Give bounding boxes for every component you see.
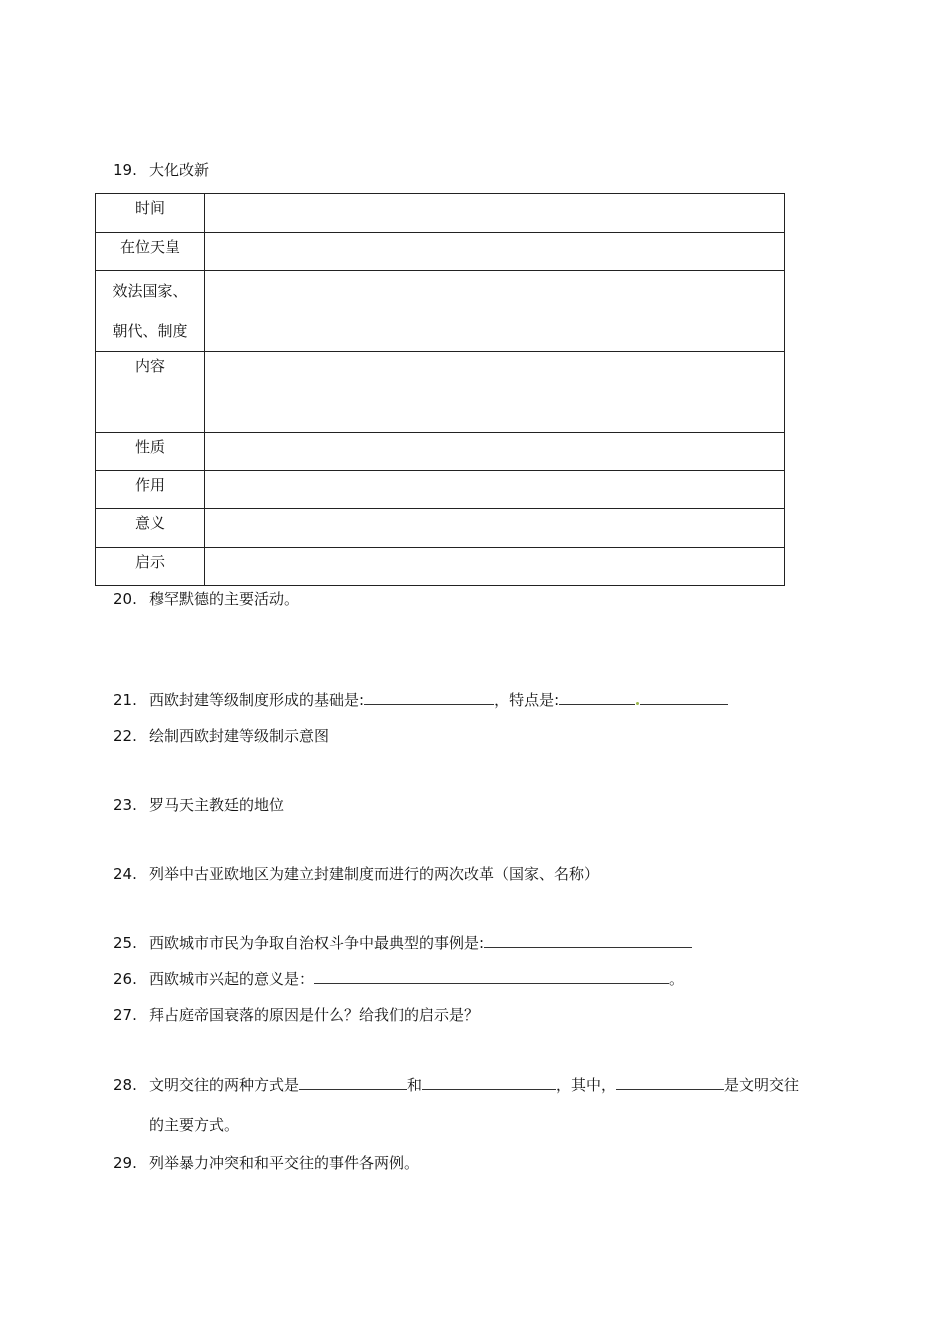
- question-text: 拜占庭帝国衰落的原因是什么？给我们的启示是？: [149, 1006, 480, 1024]
- answer-blank[interactable]: [364, 690, 494, 705]
- table-row: [96, 271, 785, 352]
- answer-blank[interactable]: [314, 969, 669, 984]
- dot-mark: [636, 702, 639, 705]
- question-text: 。: [669, 970, 685, 988]
- question-28-line2: [149, 1115, 239, 1135]
- answer-cell[interactable]: [205, 471, 785, 509]
- question-text: 列举中古亚欧地区为建立封建制度而进行的两次改革（国家、名称）: [149, 865, 600, 883]
- question-number: 23.: [113, 796, 137, 814]
- question-28: [113, 1075, 799, 1095]
- question-number: 19.: [113, 161, 137, 179]
- table-row: [96, 433, 785, 471]
- question-text: 西欧封建等级制度形成的基础是:: [149, 691, 365, 709]
- answer-cell[interactable]: [205, 352, 785, 433]
- question-20: [113, 589, 299, 609]
- answer-blank[interactable]: [299, 1075, 407, 1090]
- answer-cell[interactable]: [205, 194, 785, 233]
- dahua-reform-table: [95, 193, 785, 586]
- answer-blank[interactable]: [559, 690, 635, 705]
- answer-cell[interactable]: [205, 233, 785, 271]
- row-label-line: 朝代、制度: [112, 322, 188, 340]
- row-label: 内容: [96, 352, 205, 433]
- question-21: [113, 690, 728, 710]
- row-label: 作用: [96, 471, 205, 509]
- answer-blank[interactable]: [484, 933, 692, 948]
- answer-blank[interactable]: [640, 690, 728, 705]
- answer-cell[interactable]: [205, 509, 785, 548]
- question-25: [113, 933, 692, 953]
- row-label: 启示: [96, 548, 205, 586]
- table-row: [96, 352, 785, 433]
- question-number: 25.: [113, 934, 137, 952]
- question-23: [113, 795, 284, 815]
- question-24: [113, 864, 599, 884]
- question-number: 27.: [113, 1006, 137, 1024]
- row-label-line: 效法国家、: [112, 282, 188, 300]
- question-text: 绘制西欧封建等级制示意图: [149, 727, 330, 745]
- question-29: [113, 1153, 419, 1173]
- question-text: 和: [407, 1076, 423, 1094]
- question-number: 28.: [113, 1076, 137, 1094]
- question-text: 西欧城市兴起的意义是：: [149, 970, 315, 988]
- row-label: 在位天皇: [96, 233, 205, 271]
- question-number: 29.: [113, 1154, 137, 1172]
- row-label: [96, 271, 205, 352]
- table-row: [96, 233, 785, 271]
- answer-cell[interactable]: [205, 271, 785, 352]
- question-26: [113, 969, 684, 989]
- answer-cell[interactable]: [205, 433, 785, 471]
- question-text: ，其中，: [556, 1076, 617, 1094]
- question-text: ，特点是:: [494, 691, 560, 709]
- answer-cell[interactable]: [205, 548, 785, 586]
- question-number: 24.: [113, 865, 137, 883]
- table-row: [96, 509, 785, 548]
- question-text: 的主要方式。: [149, 1116, 240, 1134]
- question-27: [113, 1005, 479, 1025]
- answer-blank[interactable]: [616, 1075, 724, 1090]
- table-row: [96, 471, 785, 509]
- row-label: 意义: [96, 509, 205, 548]
- question-text: 穆罕默德的主要活动。: [149, 590, 300, 608]
- row-label: 性质: [96, 433, 205, 471]
- question-text: 罗马天主教廷的地位: [149, 796, 285, 814]
- question-text: 西欧城市市民为争取自治权斗争中最典型的事例是:: [149, 934, 485, 952]
- question-text: 是文明交往: [724, 1076, 800, 1094]
- question-number: 22.: [113, 727, 137, 745]
- question-text: 大化改新: [149, 161, 210, 179]
- question-22: [113, 726, 329, 746]
- question-19: [113, 160, 209, 180]
- question-number: 21.: [113, 691, 137, 709]
- table-row: [96, 194, 785, 233]
- question-number: 20.: [113, 590, 137, 608]
- question-number: 26.: [113, 970, 137, 988]
- question-text: 文明交往的两种方式是: [149, 1076, 300, 1094]
- table-row: [96, 548, 785, 586]
- row-label: 时间: [96, 194, 205, 233]
- answer-blank[interactable]: [422, 1075, 556, 1090]
- question-text: 列举暴力冲突和和平交往的事件各两例。: [149, 1154, 420, 1172]
